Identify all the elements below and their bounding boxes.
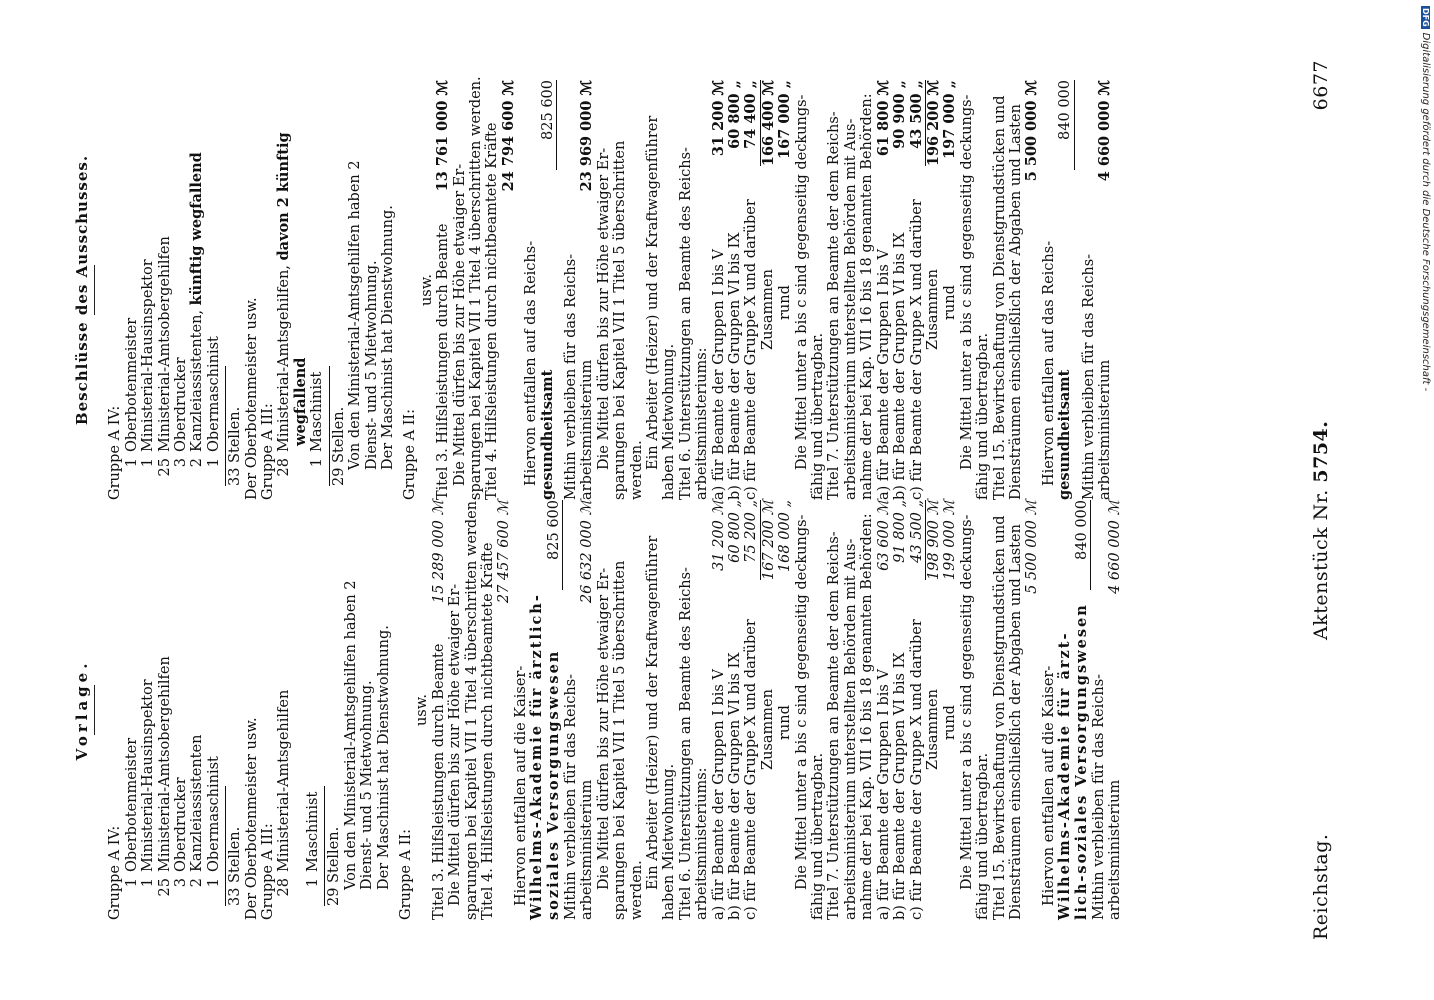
title7-line: Titel 7. Unterstützungen an Beamte der dem Reichs- bbox=[826, 111, 843, 500]
header-left: Reichstag. bbox=[1310, 833, 1332, 940]
body-line: werden. bbox=[628, 860, 645, 920]
header-center-prefix: Aktenstück Nr. bbox=[1310, 489, 1332, 640]
support-row bbox=[711, 80, 727, 500]
body-line: Die Mittel unter a bis c sind gegenseitig deckungs- bbox=[793, 514, 810, 890]
body-line: sparungen bei Kapitel VII 1 Titel 4 überschritten werden. bbox=[463, 496, 480, 920]
amount-text: 5 500 000 ℳ bbox=[1023, 80, 1041, 182]
column-vorlage bbox=[70, 496, 1270, 920]
sum-text: 33 Stellen. bbox=[227, 826, 244, 906]
support-row bbox=[876, 80, 892, 500]
position-sum bbox=[225, 500, 243, 920]
position-sum bbox=[225, 80, 243, 500]
sum-text: 33 Stellen. bbox=[227, 406, 244, 486]
digitization-note bbox=[1417, 6, 1431, 426]
position-count: 25 bbox=[156, 458, 173, 477]
rounded-label: rund bbox=[777, 705, 794, 740]
title3-amount: 15 289 000 ℳ bbox=[430, 500, 447, 604]
position-sum bbox=[329, 80, 347, 500]
title15-line: Titel 15. Bewirtschaftung von Dienstgrundstücken und bbox=[991, 95, 1008, 500]
support-row-value: 31 200 ℳ bbox=[709, 80, 727, 157]
row-value: 840 000 bbox=[1057, 80, 1074, 170]
position-line bbox=[309, 80, 325, 500]
support-table bbox=[876, 500, 925, 920]
support-row-value: 60 800 „ bbox=[727, 500, 744, 563]
position-line bbox=[124, 80, 140, 500]
support-row-value: 61 800 ℳ bbox=[874, 80, 892, 157]
total-value: 198 900 ℳ bbox=[925, 500, 942, 581]
support-row-label: a) für Beamte der Gruppen I bis V bbox=[710, 249, 727, 500]
support-row-label: a) für Beamte der Gruppen I bis V bbox=[875, 249, 892, 500]
total-label: Zusammen bbox=[759, 269, 776, 350]
title3-label: Titel 3. Hilfsleistungen durch Beamte bbox=[430, 643, 447, 920]
total-row bbox=[760, 500, 777, 920]
title3-amount: 13 761 000 ℳ bbox=[434, 80, 452, 192]
position-count: 3 bbox=[173, 458, 190, 468]
title4-amount bbox=[501, 80, 517, 500]
row-value: 4 660 000 ℳ bbox=[1107, 500, 1124, 594]
title15-line: Titel 15. Bewirtschaftung von Dienstgrundstücken und bbox=[991, 515, 1008, 920]
support-row-label: a) für Beamte der Gruppen I bis V bbox=[710, 669, 727, 920]
support-row-value: 63 600 ℳ bbox=[875, 500, 892, 571]
position-sum bbox=[324, 500, 342, 920]
position-label: Oberdrucker bbox=[173, 777, 190, 872]
position-label: Kanzleiassistenten, bbox=[189, 309, 206, 452]
body-line: Die Mittel dürfen bis zur Höhe etwaiger Er- bbox=[451, 163, 468, 486]
body-line: nahme der bei Kap. VII 16 bis 18 genannten Behörden: bbox=[859, 93, 876, 500]
body-line: nahme der bei Kap. VII 16 bis 18 genannten Behörden: bbox=[859, 513, 876, 920]
title3-label: Titel 3. Hilfsleistungen durch Beamte bbox=[435, 223, 452, 500]
position-label: Ministerial-Amtsobergehilfen bbox=[156, 656, 173, 872]
position-line bbox=[189, 500, 205, 920]
amount-row bbox=[1074, 500, 1091, 920]
row-value: 23 969 000 ℳ bbox=[578, 80, 596, 192]
rounded-row bbox=[942, 80, 958, 500]
body-line: Die Mittel dürfen bis zur Höhe etwaiger Er- bbox=[595, 567, 612, 890]
title6-line: Titel 6. Unterstützungen an Beamte des Reichs- bbox=[677, 567, 694, 920]
rounded-row bbox=[777, 500, 793, 920]
amount-row bbox=[579, 500, 595, 920]
title-rule bbox=[94, 265, 95, 315]
position-list bbox=[124, 80, 222, 500]
title15-amount bbox=[1024, 500, 1040, 920]
position-count: 1 bbox=[205, 458, 222, 468]
title-rule bbox=[94, 685, 95, 735]
body-line: sparungen bei Kapitel VII 1 Titel 4 überschritten werden. bbox=[467, 76, 484, 500]
position-count: 1 bbox=[140, 878, 157, 888]
usw-line: usw. bbox=[414, 693, 431, 727]
body-line: sparungen bei Kapitel VII 1 Titel 5 überschritten bbox=[612, 140, 629, 500]
amount-row bbox=[546, 500, 563, 920]
row-value: 825 600 bbox=[540, 80, 557, 170]
position-remark: davon 2 künftig bbox=[275, 132, 293, 261]
amount-row bbox=[540, 80, 557, 500]
position-count: 1 bbox=[304, 878, 321, 888]
column-beschluesse bbox=[70, 76, 1270, 500]
row-label: arbeitsministerium bbox=[1107, 779, 1124, 920]
row-value: 4 660 000 ℳ bbox=[1095, 80, 1113, 182]
note-line: Der Maschinist hat Dienstwohnung. bbox=[375, 625, 392, 890]
header-center-number: 5754. bbox=[1310, 420, 1332, 483]
position-count: 1 bbox=[309, 458, 326, 468]
note-line: Der Oberbotenmeister usw. bbox=[243, 717, 260, 920]
position-line bbox=[276, 80, 292, 500]
body-line: Die Mittel dürfen bis zur Höhe etwaiger Er- bbox=[595, 147, 612, 470]
rounded-value: 197 000 „ bbox=[941, 80, 959, 159]
position-line bbox=[157, 80, 173, 500]
total-row bbox=[925, 80, 942, 500]
amount-row bbox=[1057, 80, 1074, 500]
body-line: haben Mietwohnung. bbox=[661, 343, 678, 500]
amount-text: 24 794 600 ℳ bbox=[499, 80, 517, 192]
body-line: Die Mittel unter a bis c sind gegenseitig deckungs- bbox=[793, 94, 810, 470]
total-row bbox=[760, 80, 777, 500]
position-line bbox=[276, 500, 292, 920]
amount-text: 5 500 000 ℳ bbox=[1024, 500, 1041, 594]
header-center bbox=[1310, 421, 1332, 640]
position-count: 1 bbox=[140, 458, 157, 468]
note-line: Der Oberbotenmeister usw. bbox=[243, 297, 260, 500]
position-line bbox=[189, 80, 205, 500]
group-heading: Gruppe A II: bbox=[397, 828, 414, 920]
title4-line: Titel 4. Hilfsleistungen durch nichtbeamtete Kräfte bbox=[479, 542, 496, 920]
position-line bbox=[140, 80, 156, 500]
support-row bbox=[743, 500, 759, 920]
position-line bbox=[124, 500, 140, 920]
support-table bbox=[876, 80, 925, 500]
body-line: arbeitsministerium unterstellten Behörden mit Aus- bbox=[842, 118, 859, 500]
title15-amount bbox=[1024, 80, 1040, 500]
rounded-row bbox=[777, 80, 793, 500]
total-value: 166 400 ℳ bbox=[759, 80, 777, 167]
support-row bbox=[727, 500, 743, 920]
row-label: gesundheitsamt bbox=[1056, 369, 1074, 500]
body-line: werden. bbox=[628, 440, 645, 500]
body-line: Mithin verbleiben für das Reichs- bbox=[1080, 253, 1097, 500]
row-label: arbeitsministerium bbox=[1096, 359, 1113, 500]
position-count: 3 bbox=[173, 878, 190, 888]
body-line: Hiervon entfallen auf das Reichs- bbox=[1040, 240, 1057, 486]
support-row-label: a) für Beamte der Gruppen I bis V bbox=[875, 669, 892, 920]
sum-text: 29 Stellen. bbox=[330, 406, 347, 486]
row-label: soziales Versorgungswesen bbox=[544, 649, 562, 920]
position-line bbox=[157, 500, 173, 920]
position-line bbox=[140, 500, 156, 920]
body-line: Wilhelms-Akademie für ärztlich- bbox=[528, 593, 546, 920]
row-label: arbeitsministerium bbox=[579, 779, 596, 920]
body-line: Mithin verbleiben für das Reichs- bbox=[562, 673, 579, 920]
body-line: Mithin verbleiben für das Reichs- bbox=[562, 253, 579, 500]
support-row-value: 60 800 „ bbox=[726, 80, 744, 149]
rounded-label: rund bbox=[777, 285, 794, 320]
position-count: 25 bbox=[156, 878, 173, 897]
position-list bbox=[124, 500, 222, 920]
rounded-value: 167 000 „ bbox=[776, 80, 794, 159]
position-label: Ministerial-Amtsgehilfen, bbox=[276, 265, 293, 452]
column-title: Vorlage. bbox=[73, 659, 91, 761]
support-row-value: 31 200 ℳ bbox=[710, 500, 727, 571]
support-row-label: b) für Beamte der Gruppen VI bis IX bbox=[892, 232, 909, 500]
amount-row bbox=[1097, 80, 1113, 500]
note-line: Der Maschinist hat Dienstwohnung. bbox=[379, 205, 396, 470]
title7-line: Titel 7. Unterstützungen an Beamte der dem Reichs- bbox=[826, 531, 843, 920]
support-row-value: 91 800 „ bbox=[892, 500, 909, 563]
support-row-label: c) für Beamte der Gruppe X und darüber bbox=[743, 619, 760, 920]
position-line bbox=[173, 80, 189, 500]
body-line: Mithin verbleiben für das Reichs- bbox=[1090, 673, 1107, 920]
support-table bbox=[711, 500, 760, 920]
body-line: Diensträumen einschließlich der Abgaben und Lasten bbox=[1007, 524, 1024, 920]
title3-line bbox=[431, 500, 447, 920]
spacer bbox=[293, 500, 305, 920]
position-count: 1 bbox=[123, 878, 140, 888]
body-line: Diensträumen einschließlich der Abgaben und Lasten bbox=[1007, 104, 1024, 500]
position-count: 2 bbox=[189, 458, 206, 468]
support-row bbox=[892, 80, 908, 500]
body-line: Ein Arbeiter (Heizer) und der Kraftwagenführer bbox=[645, 115, 661, 470]
support-row-value: 43 500 „ bbox=[907, 80, 925, 149]
position-count: 1 bbox=[205, 878, 222, 888]
usw-line: usw. bbox=[418, 273, 435, 307]
row-label: gesundheitsamt bbox=[538, 369, 556, 500]
amount-text: 27 457 600 ℳ bbox=[496, 500, 513, 604]
body-line: Wilhelms-Akademie für ärzt- bbox=[1056, 631, 1074, 920]
note-line: Von den Ministerial-Amtsgehilfen haben 2 bbox=[342, 580, 359, 890]
title4-line: Titel 4. Hilfsleistungen durch nichtbeamtete Kräfte bbox=[484, 122, 501, 500]
group-heading: Gruppe A III: bbox=[260, 403, 277, 500]
dfg-logo: DFG bbox=[1421, 8, 1430, 27]
body-line: Ein Arbeiter (Heizer) und der Kraftwagenführer bbox=[645, 535, 661, 890]
position-count: 2 bbox=[189, 878, 206, 888]
position-remark: künftig wegfallend bbox=[188, 152, 206, 306]
support-row bbox=[743, 80, 759, 500]
title4-amount bbox=[496, 500, 512, 920]
body-line: arbeitsministeriums: bbox=[694, 347, 711, 500]
position-label: Ministerial-Hausinspektor bbox=[140, 679, 157, 872]
body-line: fähig und übertragbar. bbox=[975, 332, 992, 500]
body-line: arbeitsministeriums: bbox=[694, 767, 711, 920]
body-line: Die Mittel unter a bis c sind gegenseitig deckungs- bbox=[958, 94, 975, 470]
row-value: 825 600 bbox=[546, 500, 563, 590]
body-line: fähig und übertragbar. bbox=[975, 752, 992, 920]
total-value: 167 200 ℳ bbox=[760, 500, 777, 581]
position-label: Oberbotenmeister bbox=[123, 317, 140, 452]
support-row-value: 43 500 „ bbox=[908, 500, 925, 563]
digitization-note-text: Digitalisierung gefördert durch die Deutsche Forschungsgemeinschaft - bbox=[1420, 32, 1431, 392]
support-row bbox=[892, 500, 908, 920]
support-row bbox=[909, 80, 925, 500]
position-label: Oberbotenmeister bbox=[123, 737, 140, 872]
body-line: arbeitsministerium unterstellten Behörden mit Aus- bbox=[842, 538, 859, 920]
position-label: Maschinist bbox=[309, 371, 326, 452]
total-row bbox=[925, 500, 942, 920]
note-line: Dienst- und 5 Mietwohnung. bbox=[359, 680, 376, 890]
group-heading: Gruppe A IV: bbox=[107, 405, 124, 500]
column-title: Beschlüsse des Ausschusses. bbox=[73, 154, 91, 426]
total-label: Zusammen bbox=[924, 269, 941, 350]
page-number: 6677 bbox=[1310, 60, 1332, 111]
group-heading: Gruppe A III: bbox=[260, 823, 277, 920]
support-row bbox=[727, 80, 743, 500]
position-remark: wegfallend bbox=[291, 357, 309, 446]
position-label: Ministerial-Hausinspektor bbox=[140, 259, 157, 452]
support-row-label: c) für Beamte der Gruppe X und darüber bbox=[908, 619, 925, 920]
support-row-value: 90 900 „ bbox=[891, 80, 909, 149]
body-line: fähig und übertragbar. bbox=[810, 752, 827, 920]
position-count: 1 bbox=[123, 458, 140, 468]
amount-row bbox=[1107, 500, 1123, 920]
sum-text: 29 Stellen. bbox=[326, 826, 343, 906]
support-row-value: 75 200 „ bbox=[743, 500, 760, 563]
body-line: Hiervon entfallen auf die Kaiser- bbox=[512, 665, 529, 906]
support-row-value: 74 400 „ bbox=[742, 80, 760, 149]
support-row bbox=[876, 500, 892, 920]
support-row-label: b) für Beamte der Gruppen VI bis IX bbox=[727, 232, 744, 500]
row-label: lich-soziales Versorgungswesen bbox=[1072, 603, 1090, 920]
group-heading: Gruppe A IV: bbox=[107, 825, 124, 920]
support-table bbox=[711, 80, 760, 500]
row-value: 840 000 bbox=[1074, 500, 1091, 590]
position-label: Oberdrucker bbox=[173, 357, 190, 452]
support-row bbox=[711, 500, 727, 920]
support-row-label: b) für Beamte der Gruppen VI bis IX bbox=[727, 652, 744, 920]
support-row bbox=[909, 500, 925, 920]
position-line bbox=[173, 500, 189, 920]
position-label: Obermaschinist bbox=[205, 756, 222, 872]
support-row-label: c) für Beamte der Gruppe X und darüber bbox=[743, 199, 760, 500]
group-heading: Gruppe A II: bbox=[402, 408, 419, 500]
position-line bbox=[206, 500, 222, 920]
position-count: 28 bbox=[276, 458, 293, 477]
total-value: 196 200 ℳ bbox=[924, 80, 942, 167]
rounded-value: 168 000 „ bbox=[777, 500, 794, 573]
note-line: Von den Ministerial-Amtsgehilfen haben 2 bbox=[347, 160, 364, 470]
title6-line: Titel 6. Unterstützungen an Beamte des Reichs- bbox=[677, 147, 694, 500]
body-line: Hiervon entfallen auf die Kaiser- bbox=[1040, 665, 1057, 906]
position-label: Kanzleiassistenten bbox=[189, 734, 206, 872]
position-count: 28 bbox=[276, 878, 293, 897]
body-line: sparungen bei Kapitel VII 1 Titel 5 überschritten bbox=[612, 560, 629, 920]
position-label: Obermaschinist bbox=[205, 336, 222, 452]
row-value: 26 632 000 ℳ bbox=[579, 500, 596, 604]
rounded-value: 199 000 ℳ bbox=[942, 500, 959, 581]
position-line bbox=[305, 500, 321, 920]
position-label: Maschinist bbox=[304, 791, 321, 872]
title3-line bbox=[435, 80, 451, 500]
rounded-row bbox=[942, 500, 958, 920]
rounded-label: rund bbox=[942, 705, 959, 740]
body-line: Die Mittel unter a bis c sind gegenseitig deckungs- bbox=[958, 514, 975, 890]
body-line: fähig und übertragbar. bbox=[810, 332, 827, 500]
body-line: Hiervon entfallen auf das Reichs- bbox=[523, 240, 540, 486]
support-row-label: c) für Beamte der Gruppe X und darüber bbox=[908, 199, 925, 500]
note-line: Dienst- und 5 Mietwohnung. bbox=[363, 260, 380, 470]
position-line bbox=[206, 80, 222, 500]
rounded-label: rund bbox=[942, 285, 959, 320]
amount-row bbox=[579, 80, 595, 500]
position-label: Ministerial-Amtsgehilfen bbox=[276, 689, 293, 872]
total-label: Zusammen bbox=[924, 689, 941, 770]
row-label: arbeitsministerium bbox=[579, 359, 596, 500]
support-row-label: b) für Beamte der Gruppen VI bis IX bbox=[892, 652, 909, 920]
body-line: haben Mietwohnung. bbox=[661, 763, 678, 920]
running-header bbox=[1310, 60, 1340, 940]
position-label: Ministerial-Amtsobergehilfen bbox=[156, 236, 173, 452]
body-line: Die Mittel dürfen bis zur Höhe etwaiger Er- bbox=[447, 583, 464, 906]
total-label: Zusammen bbox=[759, 689, 776, 770]
